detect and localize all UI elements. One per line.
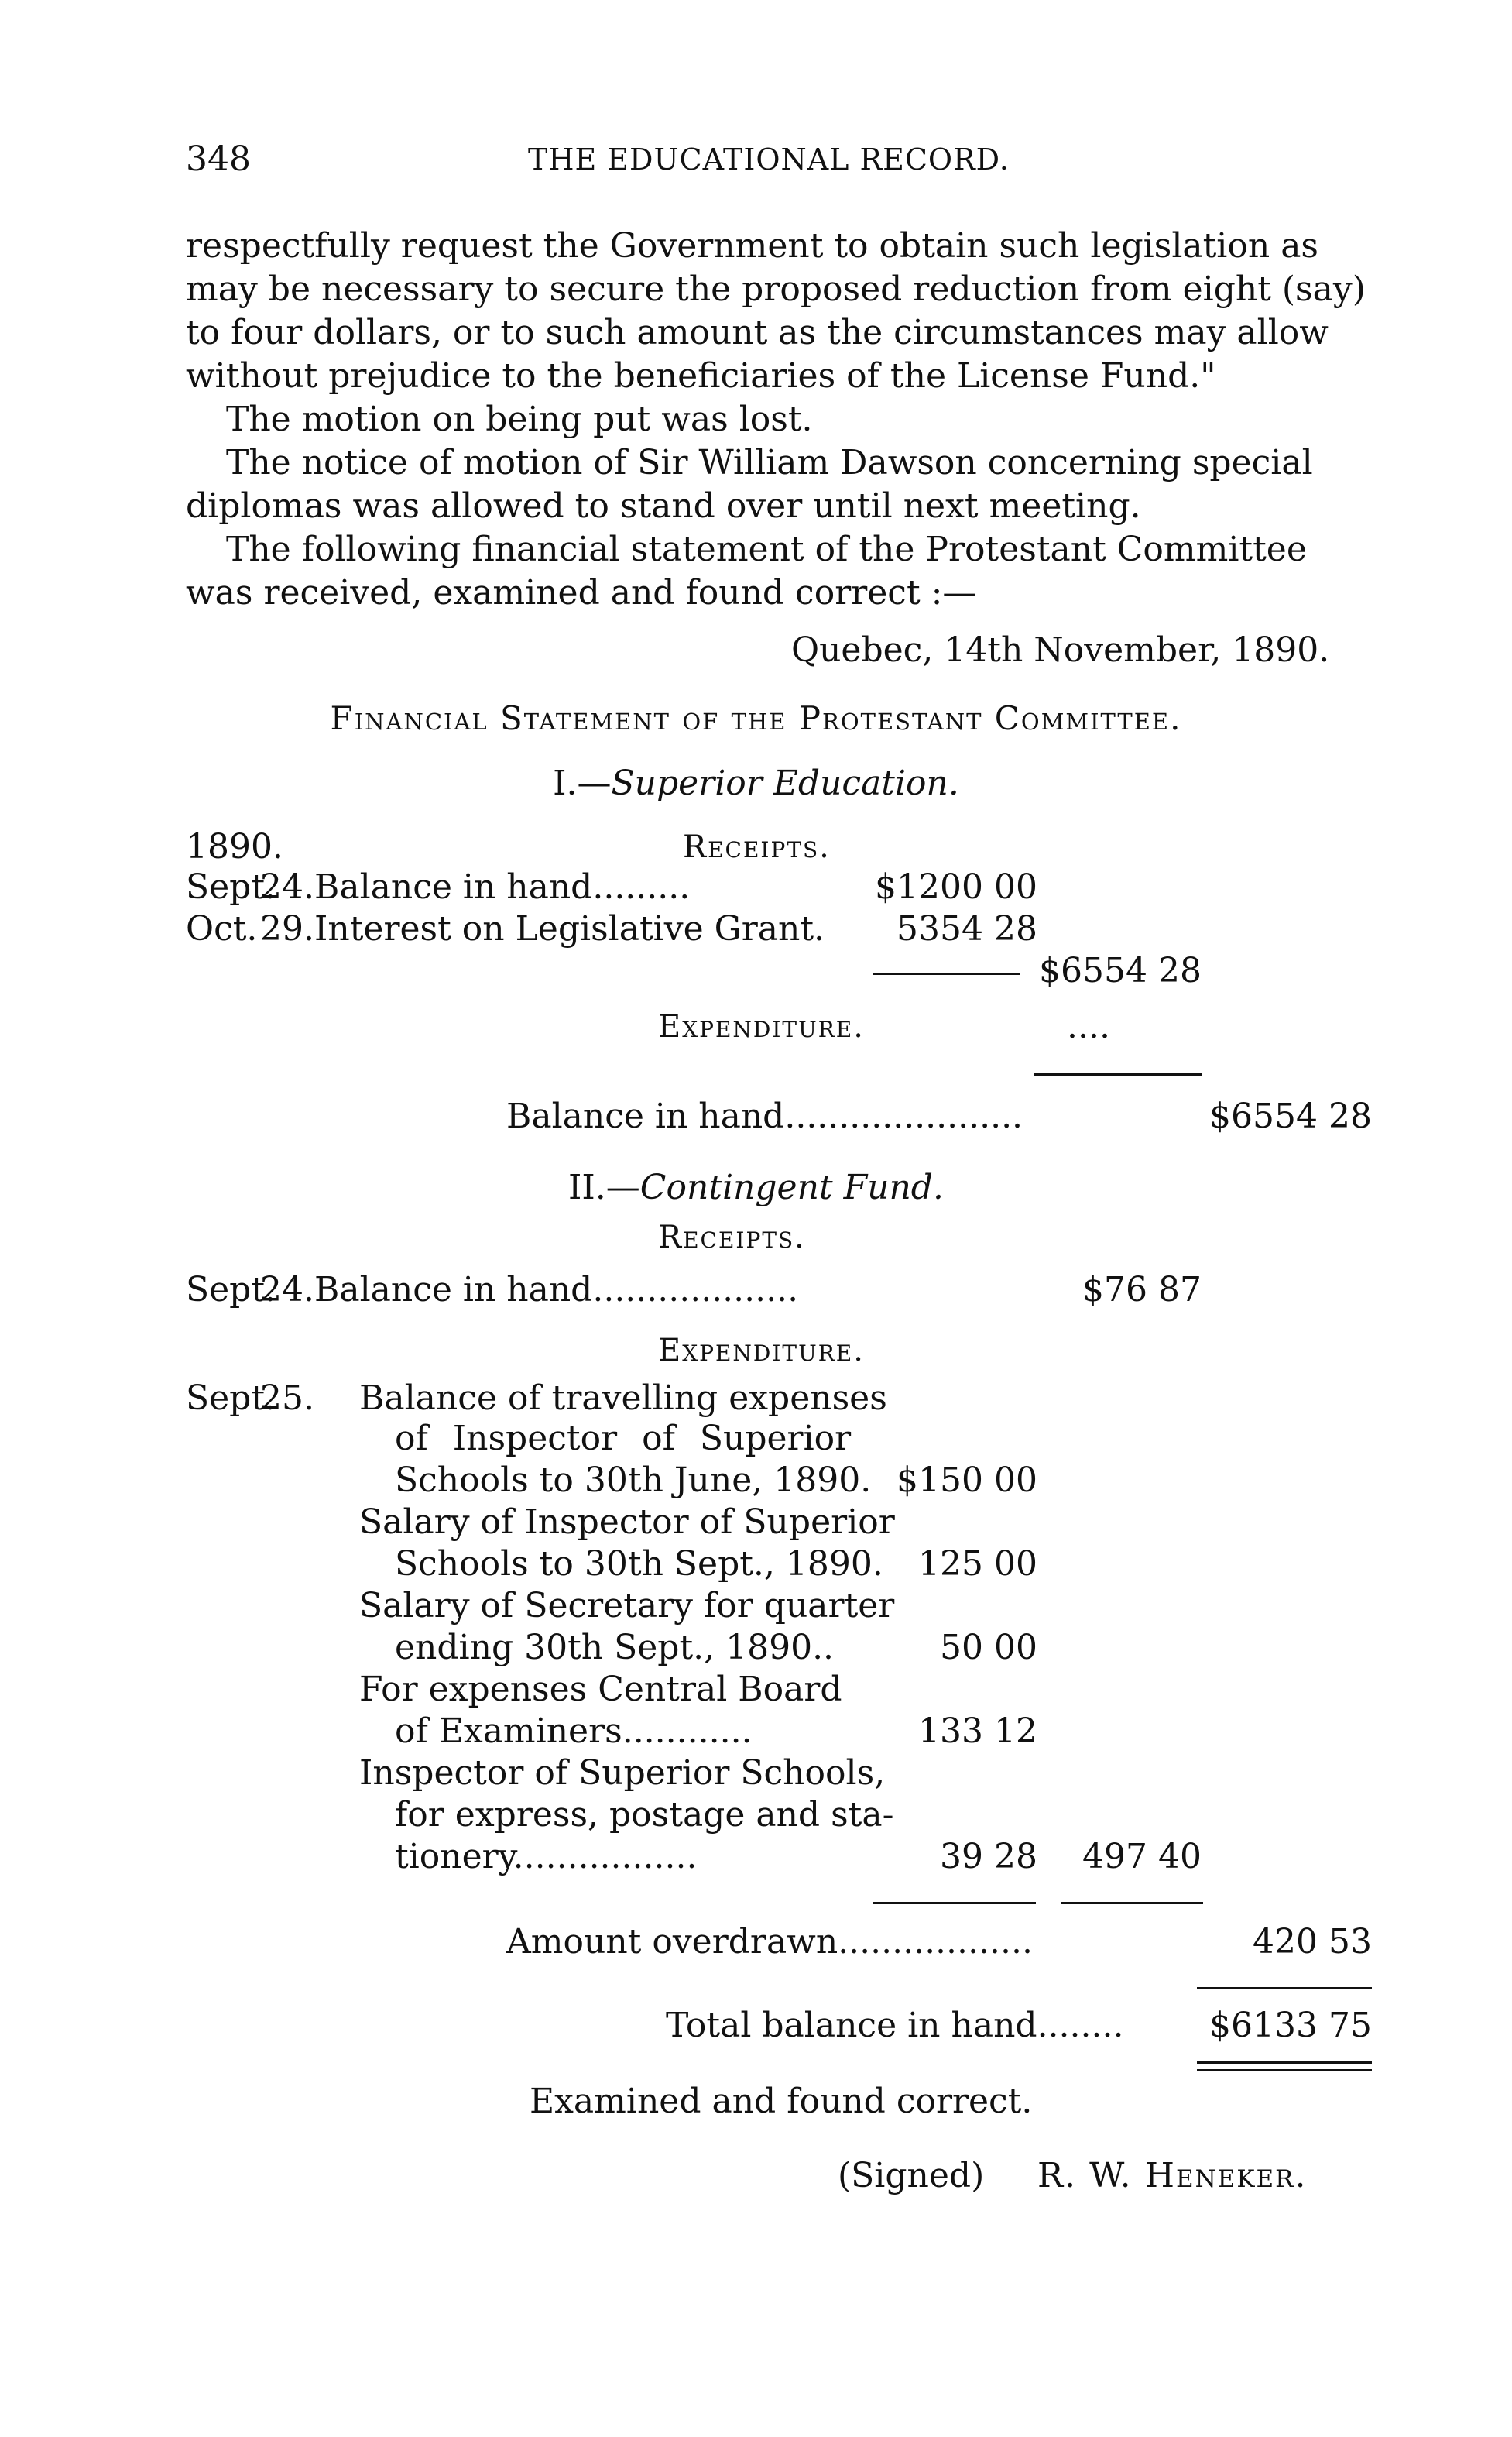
expenditure-line: of Examiners............	[395, 1711, 753, 1751]
expenditure-amount: 133 12	[918, 1711, 1037, 1751]
signed-label: (Signed)	[838, 2156, 985, 2195]
total-amount: $6133 75	[1209, 2006, 1372, 2045]
intro-line: to four dollars, or to such amount as the circumstances may allow	[186, 313, 1329, 352]
receipts-rule	[873, 973, 1020, 975]
receipt-label: Interest on Legislative Grant.	[314, 909, 825, 949]
section-1-heading	[0, 762, 1512, 805]
expenditure-amount: 39 28	[940, 1837, 1037, 1876]
intro-paragraph-3	[186, 441, 1370, 528]
expenditure-amount: 50 00	[940, 1628, 1037, 1667]
section-1-numeral: I.—	[553, 764, 612, 803]
double-rule-bottom	[1197, 2069, 1372, 2071]
receipt-amount: 5354 28	[897, 909, 1037, 949]
intro-line: may be necessary to secure the proposed reduction from eight (say)	[186, 269, 1366, 309]
intro-line: The following financial statement of the Protestant Committee	[226, 530, 1307, 569]
expenditure-day: 25.	[260, 1378, 314, 1418]
section-2-heading	[0, 1166, 1512, 1210]
receipt-row	[186, 908, 825, 951]
expenditure-line: Salary of Secretary for quarter	[359, 1586, 895, 1625]
intro-line: without prejudice to the beneficiaries of the License Fund."	[186, 356, 1216, 396]
expenditure-line: ending 30th Sept., 1890..	[395, 1628, 835, 1667]
receipt-month: Sept.	[186, 867, 276, 907]
balance-rule	[1034, 1073, 1202, 1076]
section-1-balance-label: Balance in hand......................	[506, 1097, 1023, 1136]
section-1-receipts-total: $6554 28	[1039, 951, 1202, 990]
receipt-label: Balance in hand...................	[314, 1270, 799, 1309]
receipt-month: Sept.	[186, 1270, 276, 1309]
section-1-expenditure-total: ....	[1067, 1007, 1110, 1046]
intro-line: respectfully request the Government to obtain such legislation as	[186, 226, 1318, 266]
section-2-expenditure-heading: Expenditure.	[658, 1333, 865, 1368]
expenditure-date	[186, 1377, 314, 1420]
double-rule-top	[1197, 2061, 1372, 2064]
contingent-receipt-amount: $76 87	[1082, 1270, 1202, 1309]
expenditure-line: Inspector of Superior Schools,	[359, 1753, 886, 1793]
section-1-balance-amount: $6554 28	[1209, 1097, 1372, 1136]
expenditure-total-rule	[1061, 1902, 1203, 1904]
receipt-day: 29.	[260, 909, 314, 949]
expenditure-month: Sept.	[186, 1378, 276, 1418]
expenditure-rule	[873, 1902, 1036, 1904]
page-number: 348	[186, 139, 251, 179]
intro-paragraph-4	[186, 528, 1370, 615]
receipt-month: Oct.	[186, 909, 258, 949]
total-rule	[1197, 1987, 1372, 1989]
running-title: THE EDUCATIONAL RECORD.	[528, 142, 1010, 177]
expenditure-line: tionery.................	[395, 1837, 698, 1876]
expenditure-line: Schools to 30th Sept., 1890.	[395, 1544, 883, 1584]
intro-line: The notice of motion of Sir William Dawson concerning special	[226, 443, 1313, 482]
overdrawn-amount: 420 53	[1253, 1922, 1372, 1962]
examined-note: Examined and found correct.	[530, 2082, 1033, 2121]
expenditure-line: Balance of travelling expenses	[359, 1378, 887, 1418]
section-2-title: Contingent Fund.	[639, 1168, 944, 1207]
section-1-receipts-heading: Receipts.	[683, 829, 831, 865]
expenditure-amount: 125 00	[918, 1544, 1037, 1584]
receipt-amount: $1200 00	[875, 867, 1037, 907]
expenditure-line: for express, postage and sta-	[395, 1795, 894, 1835]
receipt-day: 24.	[260, 1270, 314, 1309]
expenditure-line: Schools to 30th June, 1890.	[395, 1460, 872, 1500]
year-label: 1890.	[186, 827, 283, 867]
expenditure-line: of Inspector of Superior	[395, 1419, 852, 1458]
dateline: Quebec, 14th November, 1890.	[791, 630, 1330, 670]
section-1-expenditure-heading: Expenditure.	[658, 1009, 865, 1045]
intro-line: diplomas was allowed to stand over until next meeting.	[186, 486, 1141, 526]
receipt-row	[186, 866, 690, 909]
intro-line: was received, examined and found correct :—	[186, 573, 977, 613]
total-label: Total balance in hand........	[666, 2006, 1124, 2045]
section-2-numeral: II.—	[568, 1168, 640, 1207]
receipt-label: Balance in hand.........	[314, 867, 691, 907]
intro-paragraph-1	[186, 225, 1370, 398]
intro-paragraph-2: The motion on being put was lost.	[226, 400, 813, 439]
receipt-day: 24.	[260, 867, 314, 907]
contingent-receipt-row	[186, 1268, 798, 1312]
section-2-expenditure-total: 497 40	[1082, 1837, 1202, 1876]
statement-title: Financial Statement of the Protestant Committee.	[330, 699, 1182, 737]
expenditure-line: For expenses Central Board	[359, 1670, 842, 1709]
signer-name: R. W. Heneker.	[1037, 2156, 1308, 2195]
expenditure-line: Salary of Inspector of Superior	[359, 1502, 895, 1542]
section-1-title: Superior Education.	[611, 764, 959, 803]
expenditure-amount: $150 00	[897, 1460, 1037, 1500]
section-2-receipts-heading: Receipts.	[658, 1220, 806, 1255]
overdrawn-label: Amount overdrawn..................	[506, 1922, 1033, 1962]
